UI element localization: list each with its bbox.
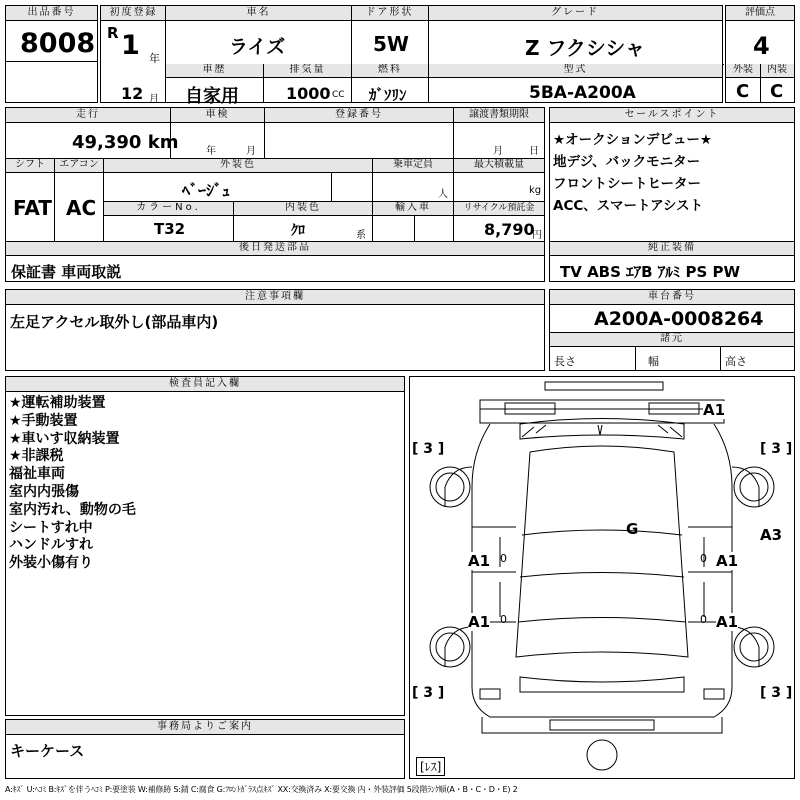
reg-year-unit: 年 — [149, 52, 160, 65]
car-diagram — [409, 376, 795, 779]
inspector-line: ★非課税 — [9, 448, 64, 465]
spec-height: 高さ — [725, 355, 747, 368]
equipment-items: TV ABS ｴｱB ｱﾙﾐ PS PW — [560, 263, 741, 281]
lot-box — [5, 5, 98, 103]
tire-rl-grade: [ 3 ] — [412, 685, 445, 701]
type-code: 5BA-A200A — [529, 83, 636, 103]
reg-year: 1 — [121, 30, 140, 61]
door-label: ドア形状 — [351, 6, 428, 21]
inspector-line: 室内内張傷 — [9, 483, 79, 500]
chassis-number: A200A-0008264 — [594, 308, 764, 330]
door-type: 5W — [373, 32, 409, 56]
office-box — [5, 719, 405, 779]
legend: A:ｷｽﾞ U:ﾍｺﾐ B:ｷｽﾞを伴うﾍｺﾐ P:要塗装 W:補修跡 S:錆 C:腐食 G:ﾌﾛﾝﾄｶﾞﾗｽ点ｷｽﾞ XX:交換済み X:要交換 内・外装評価 5段階ﾗﾝｸ順(A・B・C・D・E) 2 — [5, 785, 518, 794]
later-label: 後日発送部品 — [6, 242, 544, 256]
tire-fl-grade: [ 3 ] — [412, 441, 445, 457]
disp-label: 排気量 — [264, 64, 351, 78]
equipment-label: 純正装備 — [550, 242, 794, 256]
reg-month: 12 — [121, 84, 144, 103]
tire-rr-grade: [ 3 ] — [760, 685, 793, 701]
door-rl-zero: 0 — [500, 613, 507, 626]
damage-right: A3 — [760, 526, 783, 544]
inspector-line: シートすれ中 — [9, 519, 93, 536]
damage-door-rl: A1 — [468, 613, 491, 631]
damage-door-fl: A1 — [468, 552, 491, 570]
seats-unit: 人 — [438, 189, 448, 200]
reg-month-unit: 月 — [149, 94, 159, 105]
insp-year: 年 — [206, 146, 216, 157]
damage-front: A1 — [703, 401, 726, 419]
car-outline-diagram — [410, 377, 794, 778]
inspector-line: 外装小傷有り — [9, 555, 93, 572]
lot-number: 8008 — [20, 28, 96, 59]
recycle-value: 8,790 — [484, 220, 535, 239]
notes-label: 注意事項欄 — [6, 290, 544, 305]
displacement: 1000 — [286, 84, 331, 103]
sales-label: セールスポイント — [550, 108, 794, 123]
door-rr-zero: 0 — [700, 613, 707, 626]
model-label: 車名 — [166, 6, 351, 21]
office-label: 事務局よりご案内 — [6, 720, 404, 735]
color-value: ﾍﾞｰｼﾞｭ — [182, 181, 231, 200]
color-label: 外装色 — [104, 159, 372, 173]
seats-label: 乗車定員 — [373, 159, 453, 173]
inspector-line: ハンドルすれ — [9, 537, 93, 554]
door-fr-zero: 0 — [700, 552, 707, 565]
detail-table — [5, 107, 545, 282]
lot-label: 出品番号 — [6, 6, 97, 21]
recycle-label: リサイクル預託金 — [454, 202, 544, 216]
inspector-line: ★車いす収納装置 — [9, 430, 120, 447]
ac-value: AC — [66, 196, 97, 220]
ext-label: 外装 — [726, 64, 760, 78]
import-label: 輸入車 — [373, 202, 453, 216]
fuel-value: ｶﾞｿﾘﾝ — [369, 86, 407, 104]
fuel-label: 燃料 — [352, 64, 428, 78]
office-text: キーケース — [10, 742, 85, 760]
int-color-unit: 系 — [356, 230, 366, 241]
score-value: 4 — [753, 32, 770, 60]
int-label: 内装 — [760, 64, 794, 78]
inspector-box — [5, 376, 405, 716]
door-fl-zero: 0 — [500, 552, 507, 565]
color-no-value: T32 — [154, 220, 186, 238]
spec-length: 長さ — [554, 355, 576, 368]
inspector-line: ★手動装置 — [9, 412, 78, 429]
reg-era: R — [107, 24, 119, 42]
notes-box — [5, 289, 545, 371]
spec-label: 諸元 — [550, 333, 794, 347]
notes-text: 左足アクセル取外し(部品車内) — [10, 313, 219, 331]
grade-label: グレード — [428, 6, 722, 21]
reg-label: 初度登録 — [101, 6, 166, 21]
load-label: 最大積載量 — [454, 159, 544, 173]
sales-line: ★オークションデビュー★ — [553, 132, 712, 148]
main-info-box — [100, 5, 723, 107]
history-value: 自家用 — [185, 86, 239, 107]
cc-unit: CC — [332, 90, 345, 100]
sales-box — [549, 107, 795, 282]
int-color-value: ｸﾛ — [291, 223, 305, 239]
sales-line: ACC、スマートアシスト — [553, 198, 704, 214]
later-value: 保証書 車両取説 — [11, 263, 122, 281]
mileage-label: 走行 — [6, 108, 170, 123]
inspector-line: 室内汚れ、動物の毛 — [9, 501, 136, 518]
doc-month: 月 — [493, 146, 503, 157]
sales-line: フロントシートヒーター — [553, 176, 701, 192]
damage-door-fr: A1 — [716, 552, 739, 570]
grade-name: Z フクシシャ — [525, 36, 645, 60]
ac-label: エアコン — [55, 159, 103, 173]
load-unit: kg — [529, 185, 542, 196]
ext-grade: C — [736, 81, 750, 102]
damage-door-rr: A1 — [716, 613, 739, 631]
insp-month: 月 — [246, 146, 256, 157]
type-label: 型式 — [429, 64, 722, 78]
history-label: 車歴 — [166, 64, 263, 78]
spare-tire-grade: [ﾚｽ] — [416, 757, 445, 776]
int-grade: C — [770, 81, 784, 102]
inspection-label: 車検 — [171, 108, 264, 123]
doc-label: 譲渡書類期限 — [454, 108, 544, 123]
shift-value: FAT — [13, 196, 52, 220]
recycle-unit: 円 — [532, 230, 542, 241]
doc-day: 日 — [529, 146, 539, 157]
shift-label: シフト — [6, 159, 54, 173]
inspector-line: 福祉車両 — [9, 466, 65, 483]
int-color-label: 内装色 — [234, 202, 372, 216]
sales-line: 地デジ、バックモニター — [553, 154, 701, 170]
plate-label: 登録番号 — [265, 108, 453, 123]
tire-fr-grade: [ 3 ] — [760, 441, 793, 457]
score-label: 評価点 — [726, 6, 794, 21]
spec-width: 幅 — [648, 355, 659, 368]
model-name: ライズ — [229, 36, 286, 58]
chassis-box — [549, 289, 795, 371]
color-no-label: カラーNo. — [104, 202, 233, 216]
chassis-label: 車台番号 — [550, 290, 794, 305]
score-box — [725, 5, 795, 103]
inspector-line: ★運転補助装置 — [9, 395, 106, 411]
damage-glass: G — [626, 520, 639, 538]
inspector-label: 検査員記入欄 — [6, 377, 404, 392]
mileage-value: 49,390 km — [72, 132, 179, 153]
